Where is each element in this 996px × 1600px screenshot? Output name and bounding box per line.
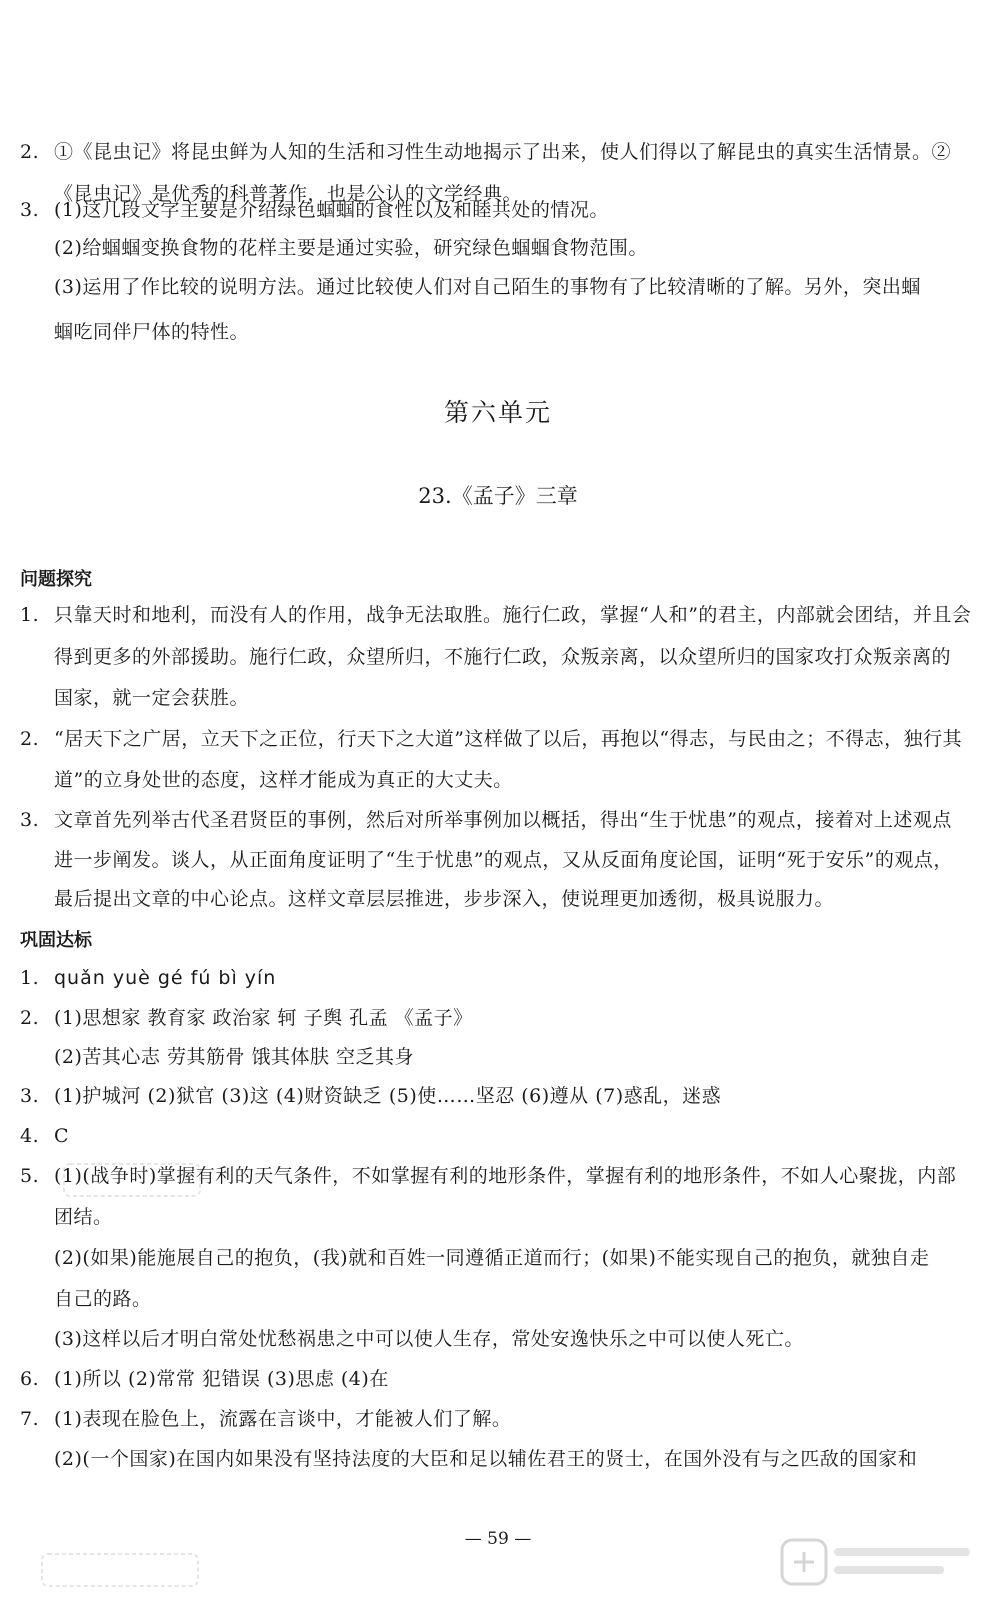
explore-2-line-1 [20,727,962,751]
consolidate-3 [20,1084,721,1108]
answer-text: (1)思想家 教育家 政治家 轲 子舆 孔孟 《孟子》 [54,1007,473,1029]
answer-number: 3. [20,1085,40,1107]
consolidate-7-line-1 [20,1407,511,1431]
watermark-logo-icon [778,1536,978,1592]
consolidate-7-line-2: (2)(一个国家)在国内如果没有坚持法度的大臣和足以辅佐君王的贤士，在国外没有与之匹敌的国家和 [54,1448,918,1470]
answer-3-line-1 [20,198,609,222]
answer-text: (1)所以 (2)常常 犯错误 (3)思虑 (4)在 [54,1368,389,1390]
answer-number: 3. [20,809,40,831]
consolidate-4 [20,1124,69,1148]
faded-stamp-icon [62,1160,202,1200]
answer-text: C [54,1125,70,1147]
answer-number: 2. [20,728,40,750]
explore-3-line-1 [20,808,952,832]
answer-text: (1)护城河 (2)狱官 (3)这 (4)财资缺乏 (5)使……坚忍 (6)遵从 (7)惑乱，迷惑 [54,1085,722,1107]
explore-1-line-1 [20,603,971,627]
explore-1-line-3: 国家，就一定会获胜。 [54,687,250,709]
answer-3-line-3: (3)运用了作比较的说明方法。通过比较使人们对自己陌生的事物有了比较清晰的了解。另外，突出蝈 [54,276,921,298]
page-number: — 59 — [464,1529,532,1549]
consolidate-5-line-4: 自己的路。 [54,1288,152,1310]
answer-2-line-2: 《昆虫记》是优秀的科普著作，也是公认的文学经典。 [54,183,523,205]
answer-text: 文章首先列举古代圣君贤臣的事例，然后对所举事例加以概括，得出“生于忧患”的观点，接着对上述观点 [54,809,952,831]
answer-number: 3. [20,199,40,221]
consolidate-2-line-2: (2)苦其心志 劳其筋骨 饿其体肤 空乏其身 [54,1046,415,1068]
faded-stamp-icon [40,1550,200,1590]
answer-number: 5. [20,1165,40,1187]
lesson-title: 23.《孟子》三章 [418,484,578,508]
answer-number: 1. [20,967,40,989]
answer-number: 1. [20,604,40,626]
answer-number: 7. [20,1408,40,1430]
unit-title: 第六单元 [443,398,552,427]
consolidate-5-line-3: (2)(如果)能施展自己的抱负，(我)就和百姓一同遵循正道而行；(如果)不能实现自己的抱负，就独自走 [54,1247,930,1269]
answer-3-line-2: (2)给蝈蝈变换食物的花样主要是通过实验，研究绿色蝈蝈食物范围。 [54,237,648,259]
answer-2-line-1 [20,140,951,164]
explore-3-line-3: 最后提出文章的中心论点。这样文章层层推进，步步深入，使说理更加透彻，极具说服力。 [54,888,835,910]
consolidate-5-line-5: (3)这样以后才明白常处忧愁祸患之中可以使人生存，常处安逸快乐之中可以使人死亡。 [54,1328,804,1350]
answer-text: (1)表现在脸色上，流露在言谈中，才能被人们了解。 [54,1408,512,1430]
consolidate-1 [20,966,276,990]
answer-text: ①《昆虫记》将昆虫鲜为人知的生活和习性生动地揭示了出来，使人们得以了解昆虫的真实生活情景。② [54,141,952,163]
answer-number: 2. [20,141,40,163]
answer-text: (1)这几段文字主要是介绍绿色蝈蝈的食性以及和睦共处的情况。 [54,199,609,221]
explore-2-line-2: 道”的立身处世的态度，这样才能成为真正的大丈夫。 [54,769,513,791]
consolidate-5-line-2: 团结。 [54,1206,113,1228]
section-heading-consolidate: 巩固达标 [20,930,92,951]
explore-1-line-2: 得到更多的外部援助。施行仁政，众望所归，不施行仁政，众叛亲离，以众望所归的国家攻打众叛亲离的 [54,646,952,668]
explore-3-line-2: 进一步阐发。谈人，从正面角度证明了“生于忧患”的观点，又从反面角度论国，证明“死于安乐”的观点， [54,849,953,871]
answer-3-line-4: 蝈吃同伴尸体的特性。 [54,321,250,343]
answer-number: 2. [20,1007,40,1029]
answer-text: (1)(战争时)掌握有利的天气条件，不如掌握有利的地形条件，掌握有利的地形条件，不如人心聚拢，内部 [54,1165,957,1187]
answer-number: 4. [20,1125,40,1147]
consolidate-2-line-1 [20,1006,473,1030]
answer-text: “居天下之广居，立天下之正位，行天下之大道”这样做了以后，再抱以“得志，与民由之；不得志，独行其 [54,728,963,750]
consolidate-6 [20,1367,389,1391]
section-heading-explore: 问题探究 [20,569,92,590]
answer-number: 6. [20,1368,40,1390]
pinyin-answer: quǎn yuè gé fú bì yín [54,967,277,989]
answer-text: 只靠天时和地利，而没有人的作用，战争无法取胜。施行仁政，掌握“人和”的君主，内部就会团结，并且会 [54,604,972,626]
